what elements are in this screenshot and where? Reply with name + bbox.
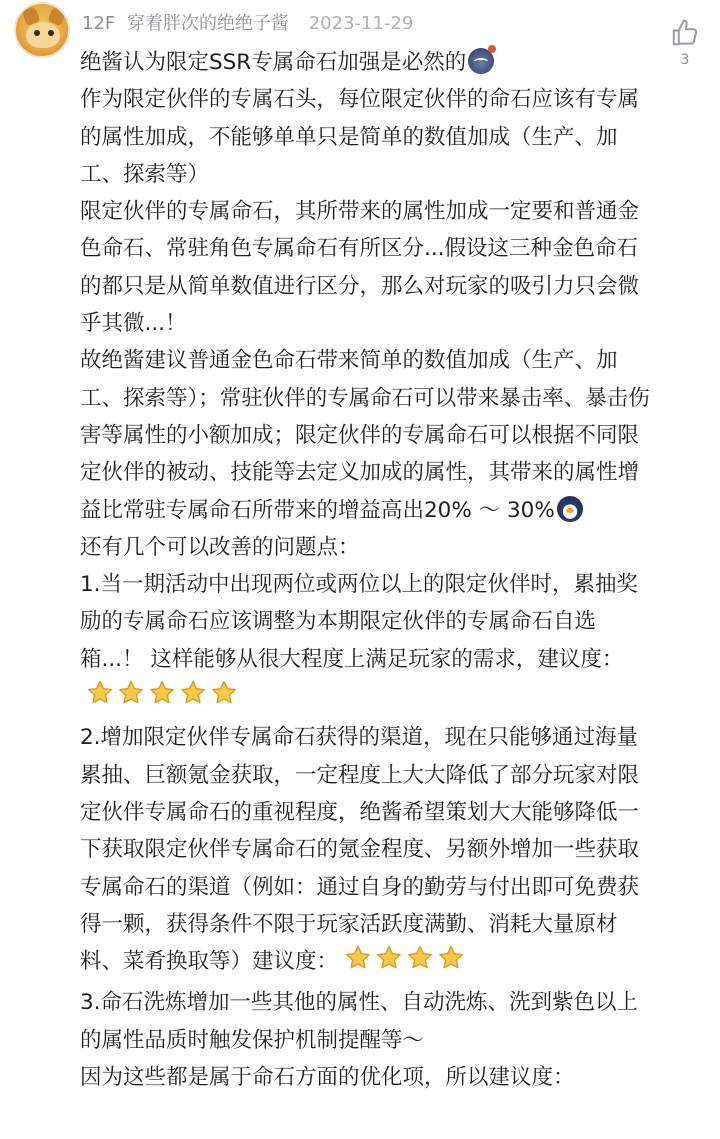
comment-paragraph — [80, 1059, 650, 1096]
comment-paragraph — [80, 193, 650, 342]
paragraph-text: 3.命石洗炼增加一些其他的属性、自动洗炼、洗到紫色以上的属性品质时触发保护机制提醒等～ — [80, 990, 639, 1053]
thumbs-up-icon — [670, 33, 700, 52]
comment-date: 2023-11-29 — [308, 13, 414, 34]
avatar-face — [26, 22, 60, 48]
comment-paragraph — [80, 566, 650, 719]
comment-body — [80, 44, 650, 1096]
comment-paragraph — [80, 81, 650, 193]
like-button[interactable] — [668, 18, 702, 70]
username[interactable]: 穿着胖次的绝绝子酱 — [127, 13, 289, 34]
comment-paragraph — [80, 44, 650, 81]
comment-paragraph — [80, 529, 650, 566]
paragraph-text: 限定伙伴的专属命石，其所带来的属性加成一定要和普通金色命石、常驻角色专属命石有所区分...假设这三种金色命石的都只是从简单数值进行区分，那么对玩家的吸引力只会微乎其微...！ — [80, 199, 640, 337]
star-icon — [148, 679, 176, 707]
tired-face-emoji — [468, 48, 494, 74]
paragraph-text: 作为限定伙伴的专属石头，每位限定伙伴的命石应该有专属的属性加成，不能够单单只是简单的数值加成（生产、加工、探索等） — [80, 87, 640, 187]
star-icon — [179, 679, 207, 707]
like-count: 3 — [680, 52, 690, 68]
comment-paragraph — [80, 719, 650, 984]
comment-paragraph — [80, 984, 650, 1059]
paragraph-text: 还有几个可以改善的问题点： — [80, 534, 360, 560]
star-icon — [210, 679, 238, 707]
avatar-eye-left — [34, 30, 40, 36]
comment-meta — [82, 9, 413, 35]
star-icon — [86, 679, 114, 707]
star-icon — [344, 944, 372, 972]
paragraph-text: 因为这些都是属于命石方面的优化项，所以建议度： — [80, 1065, 575, 1091]
star-icon — [406, 944, 434, 972]
avatar-eye-right — [48, 30, 54, 36]
paragraph-text: 2.增加限定伙伴专属命石获得的渠道，现在只能够通过海量累抽、巨额氪金获取，一定程度上大大降低了部分玩家对限定伙伴专属命石的重视程度，绝酱希望策划大大能够降低一下获取限定伙伴专属命石的氪金程度、另额外增加一些获取专属命石的渠道（例如：通过自身的勤劳与付出即可免费获得一颗，获得条件不限于玩家活跃度满勤、消耗大量原材料、菜肴换取等）建议度： — [80, 725, 640, 975]
paragraph-text: 1.当一期活动中出现两位或两位以上的限定伙伴时，累抽奖励的专属命石应该调整为本期限定伙伴的专属命石自选箱...！ 这样能够从很大程度上满足玩家的需求，建议度： — [80, 572, 639, 672]
star-icon — [375, 944, 403, 972]
penguin-emoji — [557, 496, 583, 522]
paragraph-text: 绝酱认为限定SSR专属命石加强是必然的 — [80, 50, 467, 75]
star-icon — [117, 679, 145, 707]
star-icon — [437, 944, 465, 972]
avatar[interactable] — [14, 2, 70, 58]
paragraph-text: 故绝酱建议普通金色命石带来简单的数值加成（生产、加工、探索等）；常驻伙伴的专属命石可以带来暴击率、暴击伤害等属性的小额加成；限定伙伴的专属命石可以根据不同限定伙伴的被动、技能等去定义加成的属性，其带来的属性增益比常驻专属命石所带来的增益高出20% ～ 30% — [80, 348, 650, 523]
comment-paragraph — [80, 342, 650, 528]
rating-stars — [86, 679, 241, 719]
rating-stars — [344, 944, 468, 984]
floor-number: 12F — [82, 13, 116, 34]
